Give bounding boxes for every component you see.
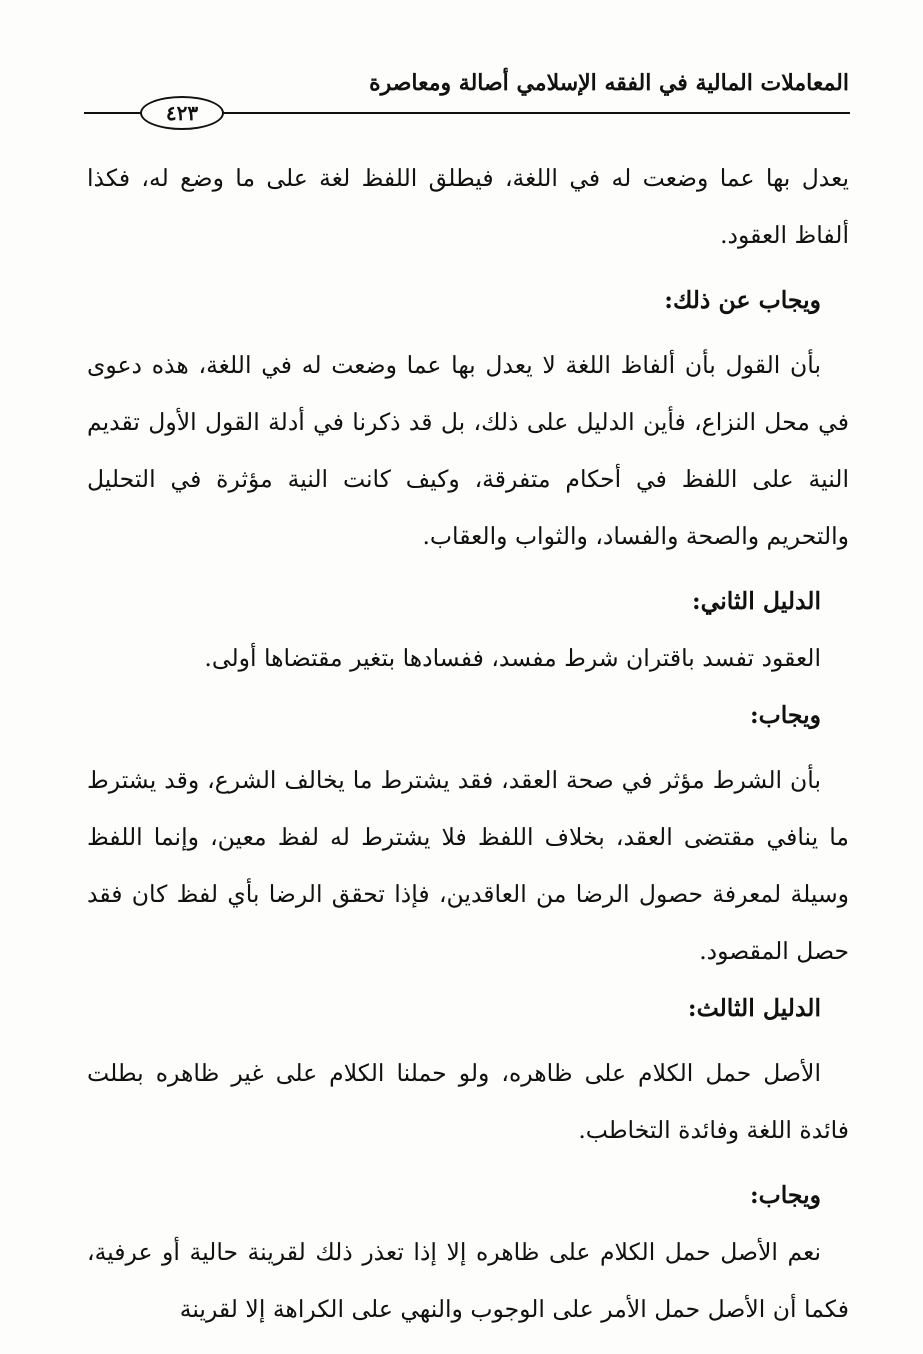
paragraph-continued: يعدل بها عما وضعت له في اللغة، فيطلق اللفظ لغة على ما وضع له، فكذا ألفاظ العقود. <box>87 164 849 249</box>
paragraph-reply-1: بأن القول بأن ألفاظ اللغة لا يعدل بها عما وضعت له في اللغة، هذه دعوى في محل النزاع، فأين الدليل على ذلك، بل قد ذكرنا في أدلة القول الأول تقديم النية على اللفظ في أحكام متفرقة، وكيف كانت النية مؤثرة في التحليل والتحريم والصحة والفساد، والثواب والعقاب. <box>87 351 849 550</box>
running-header-title: المعاملات المالية في الفقه الإسلامي أصالة ومعاصرة <box>369 70 849 96</box>
paragraph-reply-3: نعم الأصل حمل الكلام على ظاهره إلا إذا تعذر ذلك لقرينة حالية أو عرفية، فكما أن الأصل حمل الأمر على الوجوب والنهي على الكراهة إلا لقرينة <box>87 1238 849 1323</box>
paragraph-evidence-2: العقود تفسد باقتران شرط مفسد، ففسادها بتغير مقتضاها أولى. <box>204 644 821 672</box>
paragraph-evidence-3: الأصل حمل الكلام على ظاهره، ولو حملنا الكلام على غير ظاهره بطلت فائدة اللغة وفائدة التخاطب. <box>87 1059 849 1144</box>
heading-evidence-2: الدليل الثاني: <box>692 587 821 615</box>
heading-reply-1: ويجاب عن ذلك: <box>664 286 821 314</box>
heading-reply-3: ويجاب: <box>749 1181 821 1209</box>
page-number-badge: ٤٢٣ <box>140 96 224 130</box>
paragraph-reply-2: بأن الشرط مؤثر في صحة العقد، فقد يشترط ما يخالف الشرع، وقد يشترط ما ينافي مقتضى العقد، بخلاف اللفظ فلا يشترط له لفظ معين، وإنما اللفظ وسيلة لمعرفة حصول الرضا من العاقدين، فإذا تحقق الرضا بأي لفظ كان فقد حصل المقصود. <box>87 766 849 965</box>
heading-reply-2: ويجاب: <box>749 701 821 729</box>
heading-evidence-3: الدليل الثالث: <box>687 994 821 1022</box>
body-text <box>87 150 849 1338</box>
